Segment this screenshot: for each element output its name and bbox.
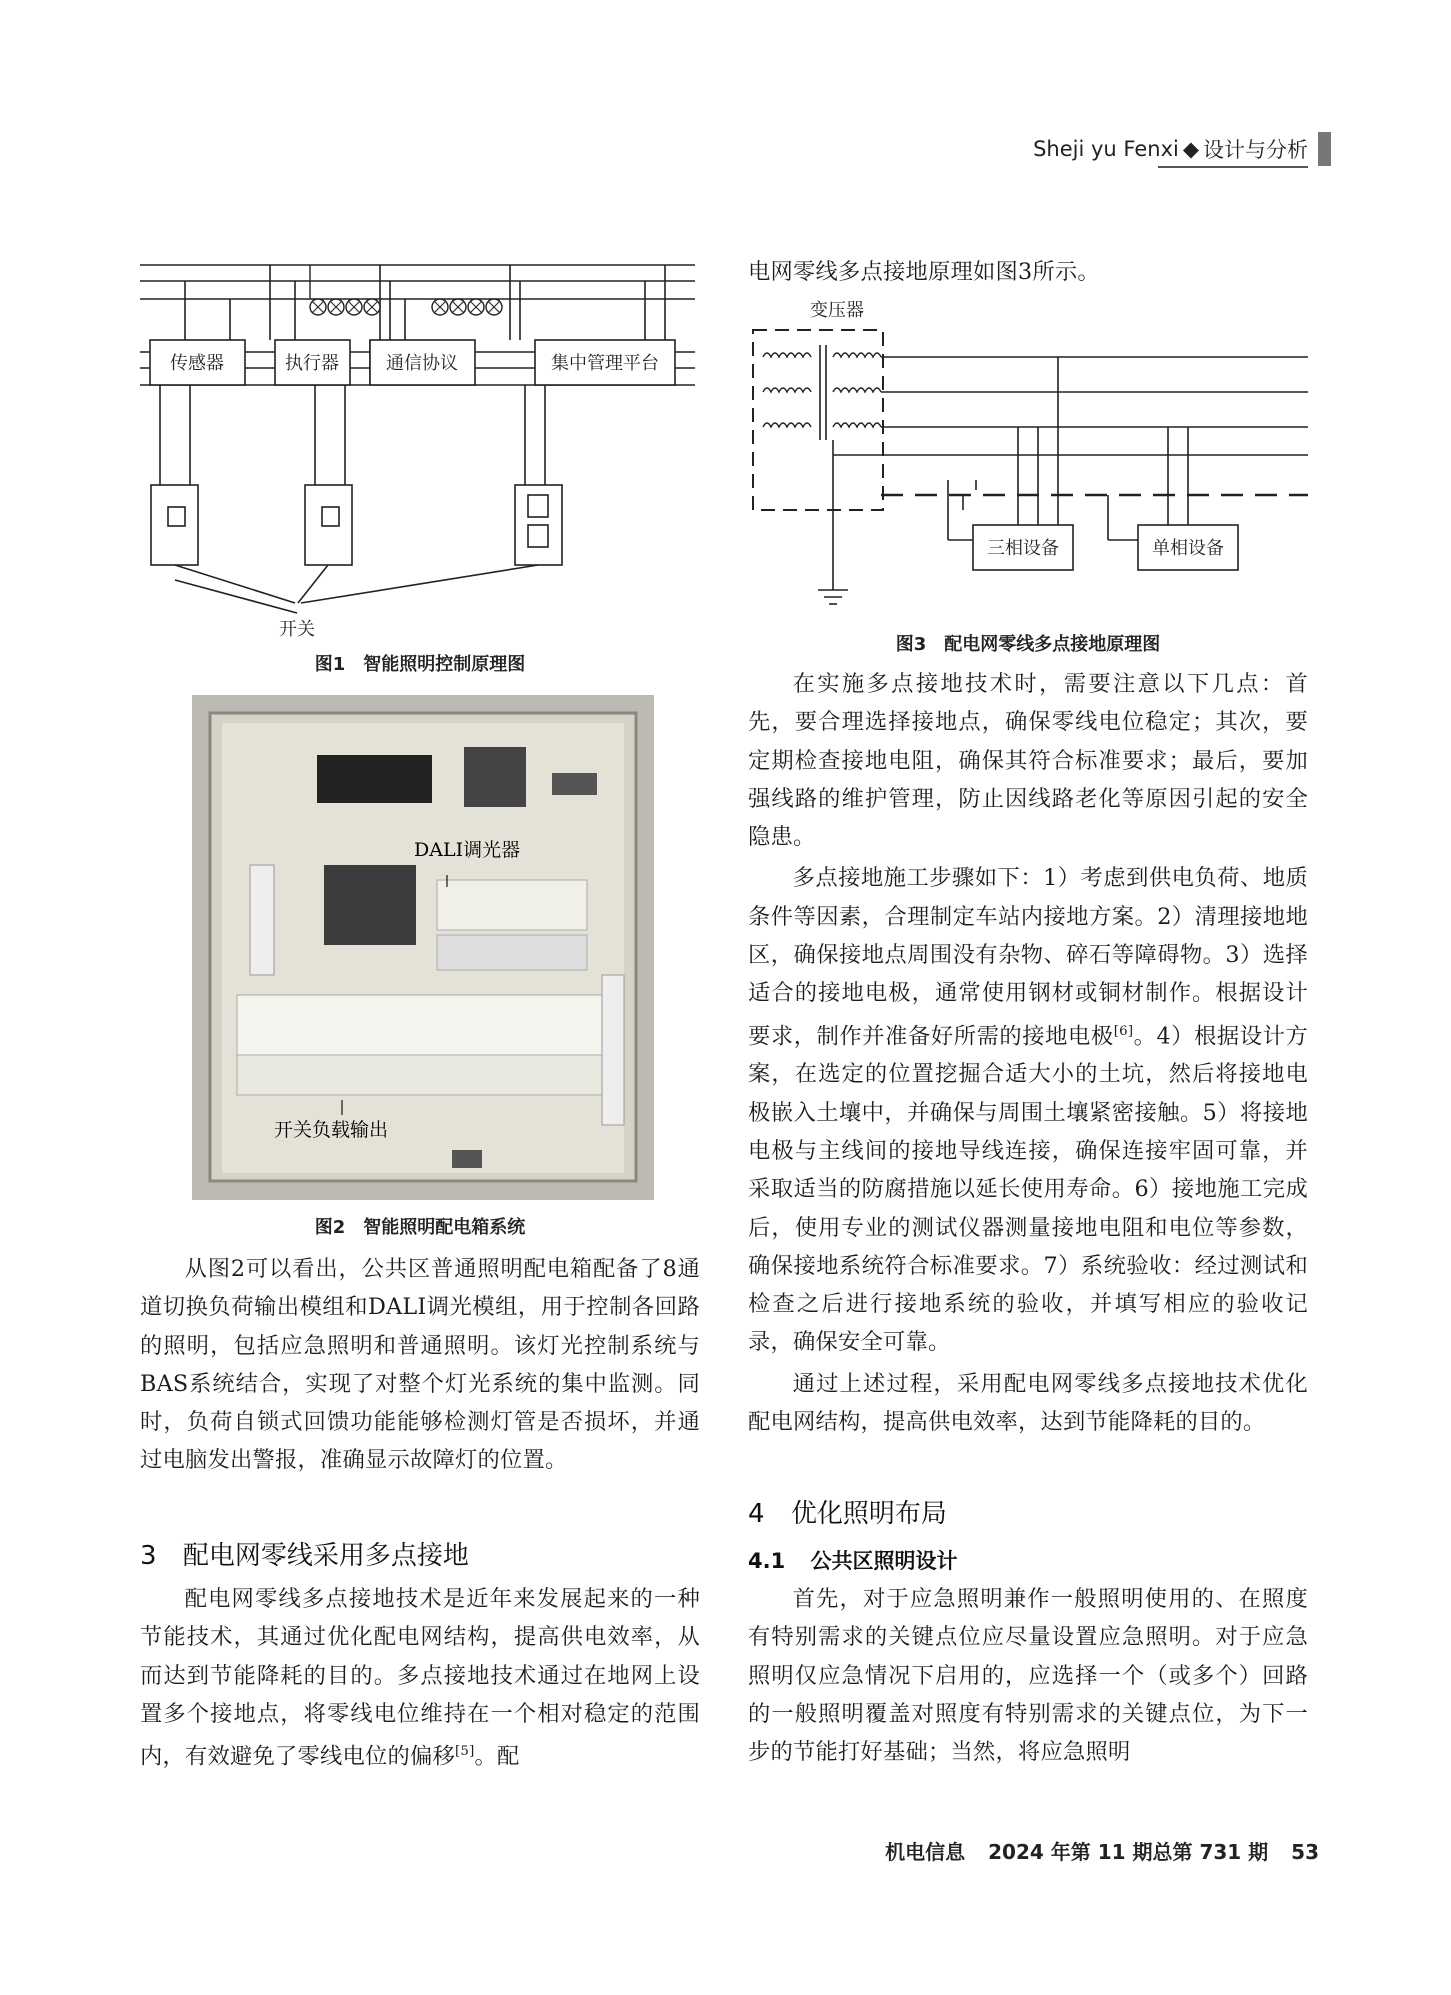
figure-1-caption: 图1 智能照明控制原理图 bbox=[314, 654, 526, 675]
smart-home-module-icon bbox=[317, 755, 432, 803]
section-name: 设计与分析 bbox=[1203, 138, 1308, 162]
left-paragraph-2 bbox=[140, 1580, 700, 1776]
left-paragraph-1 bbox=[140, 1250, 700, 1480]
figure-1 bbox=[140, 255, 710, 645]
running-header bbox=[1033, 132, 1331, 166]
breaker-row-icon bbox=[237, 995, 617, 1055]
figure-2-photo bbox=[192, 695, 654, 1200]
page-number: 53 bbox=[1291, 1840, 1319, 1864]
right-intro bbox=[748, 253, 1308, 291]
fig1-label-platform: 集中管理平台 bbox=[551, 353, 659, 374]
section-3-number: 3 bbox=[140, 1541, 157, 1571]
right-paragraph-4 bbox=[748, 1580, 1308, 1771]
gateway-module-icon bbox=[324, 865, 416, 945]
left-p1: 从图2可以看出，公共区普通照明配电箱配备了8通道切换负荷输出模组和DALI调光模组，用于控制各回路的照明，包括应急照明和普通照明。该灯光控制系统与BAS系统结合，实现了对整个灯光系统的集中监测。同时，负荷自锁式回馈功能能够检测灯管是否损坏，并通过电脑发出警报，准确显示故障灯的位置。 bbox=[140, 1256, 700, 1474]
footer-issue: 2024 年第 11 期总第 731 期 bbox=[988, 1840, 1269, 1864]
diamond-icon: ◆ bbox=[1182, 137, 1199, 161]
section-4-1-title: 公共区照明设计 bbox=[810, 1549, 958, 1573]
page-footer bbox=[885, 1836, 1319, 1865]
fig1-label-protocol: 通信协议 bbox=[386, 353, 458, 374]
right-p2b: 。4）根据设计方案，在选定的位置挖掘合适大小的土坑，然后将接地电极嵌入土壤中，并确保与周围土壤紧密接触。5）将接地电极与主线间的接地导线连接，确保连接牢固可靠，并采取适当的防腐措施以延长使用寿命。6）接地施工完成后，使用专业的测试仪器测量接地电阻和电位等参数，确保接地系统符合标准要求。7）系统验收：经过测试和检查之后进行接地系统的验收，并填写相应的验收记录，确保安全可靠。 bbox=[748, 1023, 1308, 1356]
fig3-label-single-phase: 单相设备 bbox=[1152, 538, 1224, 559]
figure-3 bbox=[748, 295, 1313, 620]
fig3-label-transformer: 变压器 bbox=[810, 300, 864, 321]
fig2-label-output: 开关负载输出 bbox=[274, 1119, 389, 1141]
header-rule bbox=[1158, 166, 1308, 168]
section-4-number: 4 bbox=[748, 1499, 765, 1529]
fig2-label-dali: DALI调光器 bbox=[414, 839, 521, 861]
section-4-1-number: 4.1 bbox=[748, 1549, 786, 1573]
section-4-1-heading bbox=[748, 1545, 1308, 1575]
right-p4: 首先，对于应急照明兼作一般照明使用的、在照度有特别需求的关键点位应尽量设置应急照明。对于应急照明仅应急情况下启用的，应选择一个（或多个）回路的一般照明覆盖对照度有特别需求的关键点位，为下一步的节能打好基础；当然，将应急照明 bbox=[748, 1586, 1308, 1766]
ref-6: [6] bbox=[1113, 1023, 1134, 1039]
left-p2-tail: 。配 bbox=[474, 1743, 520, 1770]
dali-dimmer-icon bbox=[437, 880, 587, 930]
section-3-title: 配电网零线采用多点接地 bbox=[182, 1541, 469, 1571]
fig1-label-sensor: 传感器 bbox=[170, 353, 224, 374]
figure-3-caption: 图3 配电网零线多点接地原理图 bbox=[895, 634, 1161, 655]
section-4-heading bbox=[748, 1493, 1308, 1530]
section-3-heading bbox=[140, 1535, 700, 1572]
fig3-label-three-phase: 三相设备 bbox=[987, 538, 1059, 559]
breaker-pair-icon bbox=[464, 747, 526, 807]
ref-5: [5] bbox=[454, 1744, 475, 1760]
left-p2: 配电网零线多点接地技术是近年来发展起来的一种节能技术，其通过优化配电网结构，提高供电效率，从而达到节能降耗的目的。多点接地技术通过在地网上设置多个接地点，将零线电位维持在一个相对稳定的范围内，有效避免了零线电位的偏移 bbox=[140, 1586, 700, 1770]
header-bar-icon bbox=[1318, 132, 1331, 166]
fig1-label-actuator: 执行器 bbox=[285, 353, 339, 374]
journal-name-en: Sheji yu Fenxi bbox=[1033, 137, 1179, 161]
figure-2-caption: 图2 智能照明配电箱系统 bbox=[314, 1217, 526, 1238]
right-p3: 通过上述过程，采用配电网零线多点接地技术优化配电网结构，提高供电效率，达到节能降耗的目的。 bbox=[748, 1370, 1308, 1436]
right-p1: 在实施多点接地技术时，需要注意以下几点：首先，要合理选择接地点，确保零线电位稳定；其次，要定期检查接地电阻，确保其符合标准要求；最后，要加强线路的维护管理，防止因线路老化等原因引起的安全隐患。 bbox=[748, 671, 1308, 851]
right-paragraphs bbox=[748, 665, 1308, 1441]
fig1-label-switch: 开关 bbox=[279, 619, 315, 640]
right-p2a: 多点接地施工步骤如下：1）考虑到供电负荷、地质条件等因素，合理制定车站内接地方案。2）清理接地地区，确保接地点周围没有杂物、碎石等障碍物。3）选择适合的接地电极，通常使用钢材或铜材制作。根据设计要求，制作并准备好所需的接地电极 bbox=[748, 865, 1308, 1050]
footer-journal: 机电信息 bbox=[885, 1840, 966, 1864]
right-intro-text: 电网零线多点接地原理如图3所示。 bbox=[748, 259, 1100, 285]
section-4-title: 优化照明布局 bbox=[790, 1499, 947, 1529]
